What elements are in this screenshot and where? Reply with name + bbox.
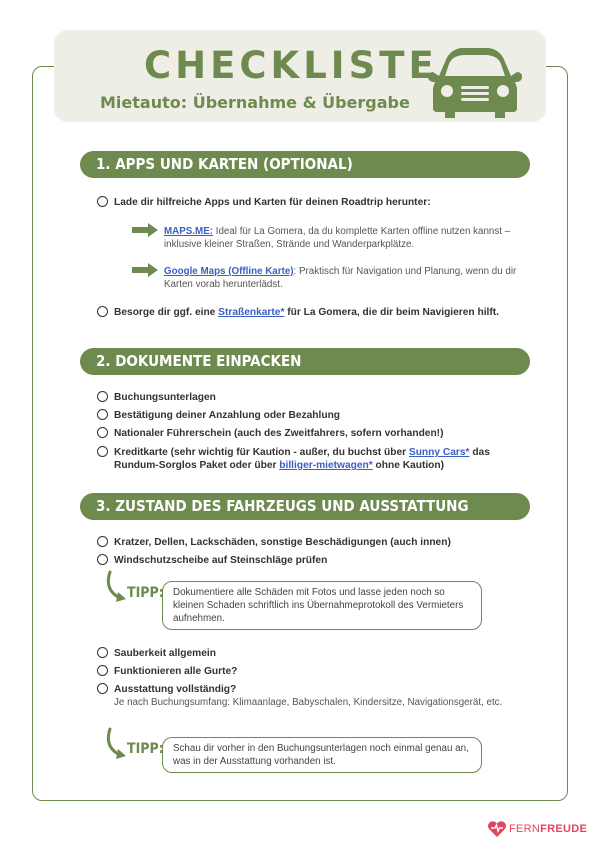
checklist-item-label: Funktionieren alle Gurte?	[114, 666, 238, 677]
section-heading-vehicle: 3. ZUSTAND DES FAHRZEUGS UND AUSSTATTUNG PRÜFEN	[80, 493, 530, 520]
car-icon	[425, 42, 525, 118]
checklist-item-label: Kratzer, Dellen, Lackschäden, sonstige Beschädigungen (auch innen)	[114, 537, 451, 548]
mapsme-link[interactable]: MAPS.ME:	[164, 226, 213, 237]
arrow-right-icon	[132, 263, 158, 277]
section-heading-documents: 2. DOKUMENTE EINPACKEN	[80, 348, 530, 375]
arrow-right-icon	[132, 223, 158, 237]
checklist-item-label: Lade dir hilfreiche Apps und Karten für deinen Roadtrip herunter:	[114, 197, 431, 208]
logo-text: FERNFREUDE	[509, 823, 588, 835]
tip-box: Dokumentiere alle Schäden mit Fotos und lasse jeden noch so kleinen Schaden schriftlich ins Übernahmeprotokoll des Vermieters aufnehmen.	[162, 581, 482, 630]
checkbox-circle[interactable]	[97, 647, 108, 658]
billiger-mietwagen-link[interactable]: billiger-mietwagen*	[279, 460, 373, 471]
checklist-item-label: Windschutzscheibe auf Steinschläge prüfen	[114, 555, 328, 566]
app-tip-googlemaps	[164, 265, 536, 291]
checkbox-circle[interactable]	[97, 409, 108, 420]
page-subtitle: Mietauto: Übernahme & Übergabe	[100, 93, 410, 112]
page-title: CHECKLISTE	[144, 44, 438, 87]
heart-icon	[487, 819, 507, 839]
checkbox-circle[interactable]	[97, 536, 108, 547]
tip-label: TIPP:	[127, 741, 164, 757]
checkbox-circle[interactable]	[97, 683, 108, 694]
checkbox-circle[interactable]	[97, 554, 108, 565]
checklist-item-label: Buchungsunterlagen	[114, 392, 216, 403]
mapsme-description: Ideal für La Gomera, da du komplette Karten offline nutzen kannst – inklusive kleiner Straßen, Strände und Wanderparkplätze.	[164, 226, 511, 250]
checklist-item-label: Bestätigung deiner Anzahlung oder Bezahlung	[114, 410, 341, 421]
tip-label: TIPP:	[127, 585, 164, 601]
section-heading-apps: 1. APPS UND KARTEN (OPTIONAL)	[80, 151, 530, 178]
checklist-item-label: Ausstattung vollständig?	[114, 684, 237, 695]
tip-box: Schau dir vorher in den Buchungsunterlagen noch einmal genau an, was in der Ausstattung vorhanden ist.	[162, 737, 482, 773]
checklist-item-label: Kreditkarte (sehr wichtig für Kaution - außer, du buchst über Sunny Cars* das Rundum-Sorglos Paket oder über billiger-mietwagen* ohne Kaution)	[114, 447, 490, 471]
google-maps-description: Praktisch für Navigation und Planung, wenn du dir Karten vorab herunterlädst.	[164, 266, 517, 290]
checklist-item-label: Sauberkeit allgemein	[114, 648, 216, 659]
strassenkarte-link[interactable]: Straßenkarte*	[218, 307, 285, 318]
checkbox-circle[interactable]	[97, 391, 108, 402]
equipment-note: Je nach Buchungsumfang: Klimaanlage, Babyschalen, Kindersitze, Navigationsgerät, etc.	[114, 697, 503, 708]
google-maps-colon: :	[293, 266, 297, 277]
checklist-item-label: Nationaler Führerschein (auch des Zweitfahrers, sofern vorhanden!)	[114, 428, 444, 439]
checkbox-circle[interactable]	[97, 427, 108, 438]
sunny-cars-link[interactable]: Sunny Cars*	[408, 447, 470, 458]
checklist-item-label: Besorge dir ggf. eine Straßenkarte* für La Gomera, die dir beim Navigieren hilft.	[114, 307, 499, 318]
app-tip-mapsme	[164, 225, 536, 251]
google-maps-link[interactable]: Google Maps (Offline Karte)	[164, 266, 294, 277]
checkbox-circle[interactable]	[97, 306, 108, 317]
checkbox-circle[interactable]	[97, 446, 108, 457]
checkbox-circle[interactable]	[97, 196, 108, 207]
checkbox-circle[interactable]	[97, 665, 108, 676]
